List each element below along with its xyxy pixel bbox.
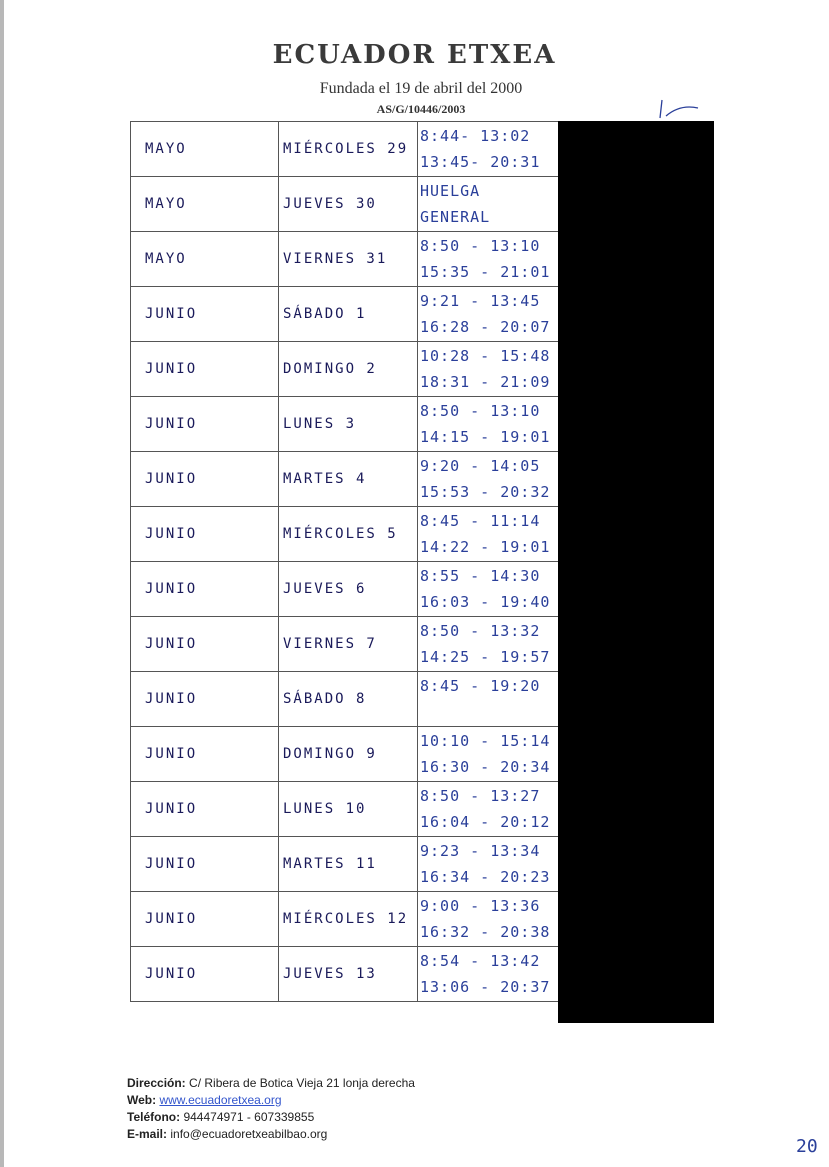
hours-line: 10:10 - 15:14 bbox=[420, 732, 551, 750]
phone-value: 944474971 - 607339855 bbox=[183, 1110, 315, 1124]
hours-line: 8:50 - 13:32 bbox=[420, 622, 541, 640]
day-cell: LUNES 10 bbox=[279, 782, 418, 837]
table-row bbox=[131, 507, 559, 562]
table-row bbox=[131, 177, 559, 232]
email-value: info@ecuadoretxeabilbao.org bbox=[170, 1127, 328, 1141]
table-row bbox=[131, 947, 559, 1002]
page-number: 20 bbox=[796, 1136, 818, 1157]
hours-line: 16:34 - 20:23 bbox=[420, 868, 551, 886]
day-cell: MARTES 4 bbox=[279, 452, 418, 507]
hours-line: 15:53 - 20:32 bbox=[420, 483, 551, 501]
month-cell: JUNIO bbox=[131, 782, 279, 837]
hours-line: 9:20 - 14:05 bbox=[420, 457, 541, 475]
hours-cell bbox=[418, 782, 559, 837]
table-row bbox=[131, 342, 559, 397]
day-cell: SÁBADO 8 bbox=[279, 672, 418, 727]
hours-line: 9:23 - 13:34 bbox=[420, 842, 541, 860]
hours-line bbox=[420, 699, 558, 725]
day-cell: DOMINGO 2 bbox=[279, 342, 418, 397]
address-value: C/ Ribera de Botica Vieja 21 lonja derecha bbox=[189, 1076, 415, 1090]
hours-line: 8:44- 13:02 bbox=[420, 127, 531, 145]
day-cell: DOMINGO 9 bbox=[279, 727, 418, 782]
hours-cell bbox=[418, 397, 559, 452]
hours-line: 9:21 - 13:45 bbox=[420, 292, 541, 310]
month-cell: JUNIO bbox=[131, 562, 279, 617]
phone-label: Teléfono: bbox=[127, 1110, 181, 1124]
day-cell: VIERNES 31 bbox=[279, 232, 418, 287]
month-cell: MAYO bbox=[131, 122, 279, 177]
hours-cell bbox=[418, 727, 559, 782]
table-row bbox=[131, 122, 559, 177]
day-cell: MIÉRCOLES 29 bbox=[279, 122, 418, 177]
table-row bbox=[131, 892, 559, 947]
month-cell: JUNIO bbox=[131, 342, 279, 397]
hours-line: 8:54 - 13:42 bbox=[420, 952, 541, 970]
hours-cell bbox=[418, 672, 559, 727]
registration-number: AS/G/10446/2003 bbox=[376, 102, 466, 116]
hours-cell bbox=[418, 947, 559, 1002]
month-cell: JUNIO bbox=[131, 837, 279, 892]
web-label: Web: bbox=[127, 1093, 157, 1107]
month-cell: JUNIO bbox=[131, 617, 279, 672]
table-row bbox=[131, 232, 559, 287]
day-cell: MARTES 11 bbox=[279, 837, 418, 892]
hours-line: 18:31 - 21:09 bbox=[420, 373, 551, 391]
hours-cell bbox=[418, 617, 559, 672]
day-cell: JUEVES 30 bbox=[279, 177, 418, 232]
month-cell: JUNIO bbox=[131, 892, 279, 947]
scan-edge bbox=[0, 0, 4, 1167]
month-cell: JUNIO bbox=[131, 507, 279, 562]
table-row bbox=[131, 287, 559, 342]
day-cell: JUEVES 13 bbox=[279, 947, 418, 1002]
hours-line: 8:50 - 13:10 bbox=[420, 237, 541, 255]
hours-line: 8:55 - 14:30 bbox=[420, 567, 541, 585]
web-link[interactable]: www.ecuadoretxea.org bbox=[159, 1093, 282, 1107]
hours-line: 15:35 - 21:01 bbox=[420, 263, 551, 281]
redaction-block bbox=[558, 121, 714, 1023]
month-cell: JUNIO bbox=[131, 727, 279, 782]
hours-line: 10:28 - 15:48 bbox=[420, 347, 551, 365]
day-cell: MIÉRCOLES 12 bbox=[279, 892, 418, 947]
hours-cell bbox=[418, 507, 559, 562]
table-row bbox=[131, 727, 559, 782]
month-cell: MAYO bbox=[131, 177, 279, 232]
hours-cell bbox=[418, 837, 559, 892]
hours-line: 16:04 - 20:12 bbox=[420, 813, 551, 831]
table-row bbox=[131, 452, 559, 507]
hours-line: 16:32 - 20:38 bbox=[420, 923, 551, 941]
hours-cell bbox=[418, 562, 559, 617]
day-cell: LUNES 3 bbox=[279, 397, 418, 452]
day-cell: MIÉRCOLES 5 bbox=[279, 507, 418, 562]
email-label: E-mail: bbox=[127, 1127, 168, 1141]
attendance-table bbox=[130, 121, 559, 1002]
table-row bbox=[131, 672, 559, 727]
footer bbox=[127, 1075, 415, 1143]
hours-cell bbox=[418, 177, 559, 232]
footer-web bbox=[127, 1092, 415, 1109]
hours-cell bbox=[418, 342, 559, 397]
hours-line: 8:45 - 19:20 bbox=[420, 677, 541, 695]
hours-line: 8:45 - 11:14 bbox=[420, 512, 541, 530]
hours-line: 14:15 - 19:01 bbox=[420, 428, 551, 446]
handwritten-tick-icon bbox=[658, 98, 708, 122]
footer-email bbox=[127, 1126, 415, 1143]
table-row bbox=[131, 782, 559, 837]
day-cell: JUEVES 6 bbox=[279, 562, 418, 617]
table-row bbox=[131, 617, 559, 672]
day-cell: SÁBADO 1 bbox=[279, 287, 418, 342]
hours-line: 9:00 - 13:36 bbox=[420, 897, 541, 915]
table-row bbox=[131, 397, 559, 452]
hours-line: 13:06 - 20:37 bbox=[420, 978, 551, 996]
hours-line: HUELGA bbox=[420, 182, 481, 200]
month-cell: JUNIO bbox=[131, 452, 279, 507]
table-row bbox=[131, 837, 559, 892]
hours-line: 8:50 - 13:10 bbox=[420, 402, 541, 420]
month-cell: MAYO bbox=[131, 232, 279, 287]
month-cell: JUNIO bbox=[131, 397, 279, 452]
hours-cell bbox=[418, 122, 559, 177]
hours-line: 14:25 - 19:57 bbox=[420, 648, 551, 666]
hours-cell bbox=[418, 287, 559, 342]
hours-cell bbox=[418, 892, 559, 947]
hours-line: 16:03 - 19:40 bbox=[420, 593, 551, 611]
org-title: ECUADOR ETXEA bbox=[272, 40, 557, 70]
month-cell: JUNIO bbox=[131, 672, 279, 727]
hours-line: 13:45- 20:31 bbox=[420, 153, 541, 171]
hours-cell bbox=[418, 232, 559, 287]
day-cell: VIERNES 7 bbox=[279, 617, 418, 672]
month-cell: JUNIO bbox=[131, 947, 279, 1002]
footer-address bbox=[127, 1075, 415, 1092]
month-cell: JUNIO bbox=[131, 287, 279, 342]
hours-line: GENERAL bbox=[420, 208, 491, 226]
hours-cell bbox=[418, 452, 559, 507]
org-subtitle: Fundada el 19 de abril del 2000 bbox=[319, 80, 523, 97]
table-row bbox=[131, 562, 559, 617]
hours-line: 14:22 - 19:01 bbox=[420, 538, 551, 556]
hours-line: 16:28 - 20:07 bbox=[420, 318, 551, 336]
address-label: Dirección: bbox=[127, 1076, 186, 1090]
footer-phone bbox=[127, 1109, 415, 1126]
hours-line: 8:50 - 13:27 bbox=[420, 787, 541, 805]
hours-line: 16:30 - 20:34 bbox=[420, 758, 551, 776]
